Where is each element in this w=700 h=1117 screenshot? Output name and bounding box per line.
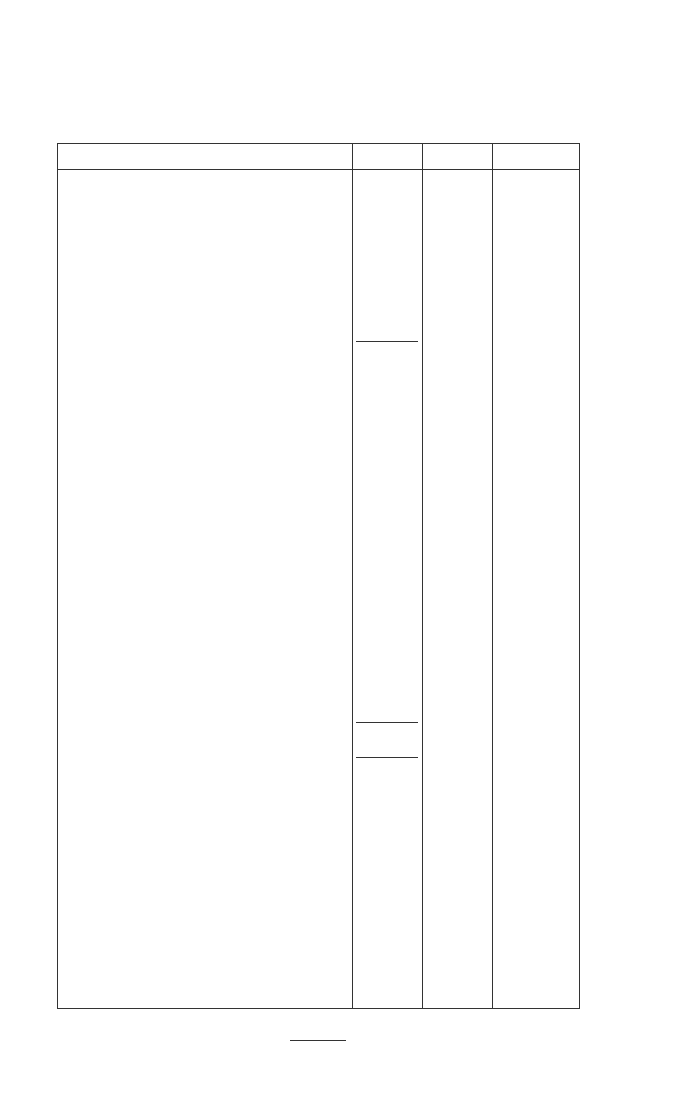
col-divider	[492, 143, 493, 1009]
subtotal-rule	[356, 341, 418, 342]
header-rule	[57, 169, 580, 170]
subtotal-rule	[356, 722, 418, 723]
subtotal-rule	[290, 1040, 346, 1041]
subtotal-rule	[356, 757, 418, 758]
carried-forward-label	[137, 1045, 144, 1057]
col-divider	[352, 143, 353, 1009]
brought-forward-label	[137, 184, 144, 196]
ledger-table	[57, 143, 580, 1009]
col-divider	[422, 143, 423, 1009]
